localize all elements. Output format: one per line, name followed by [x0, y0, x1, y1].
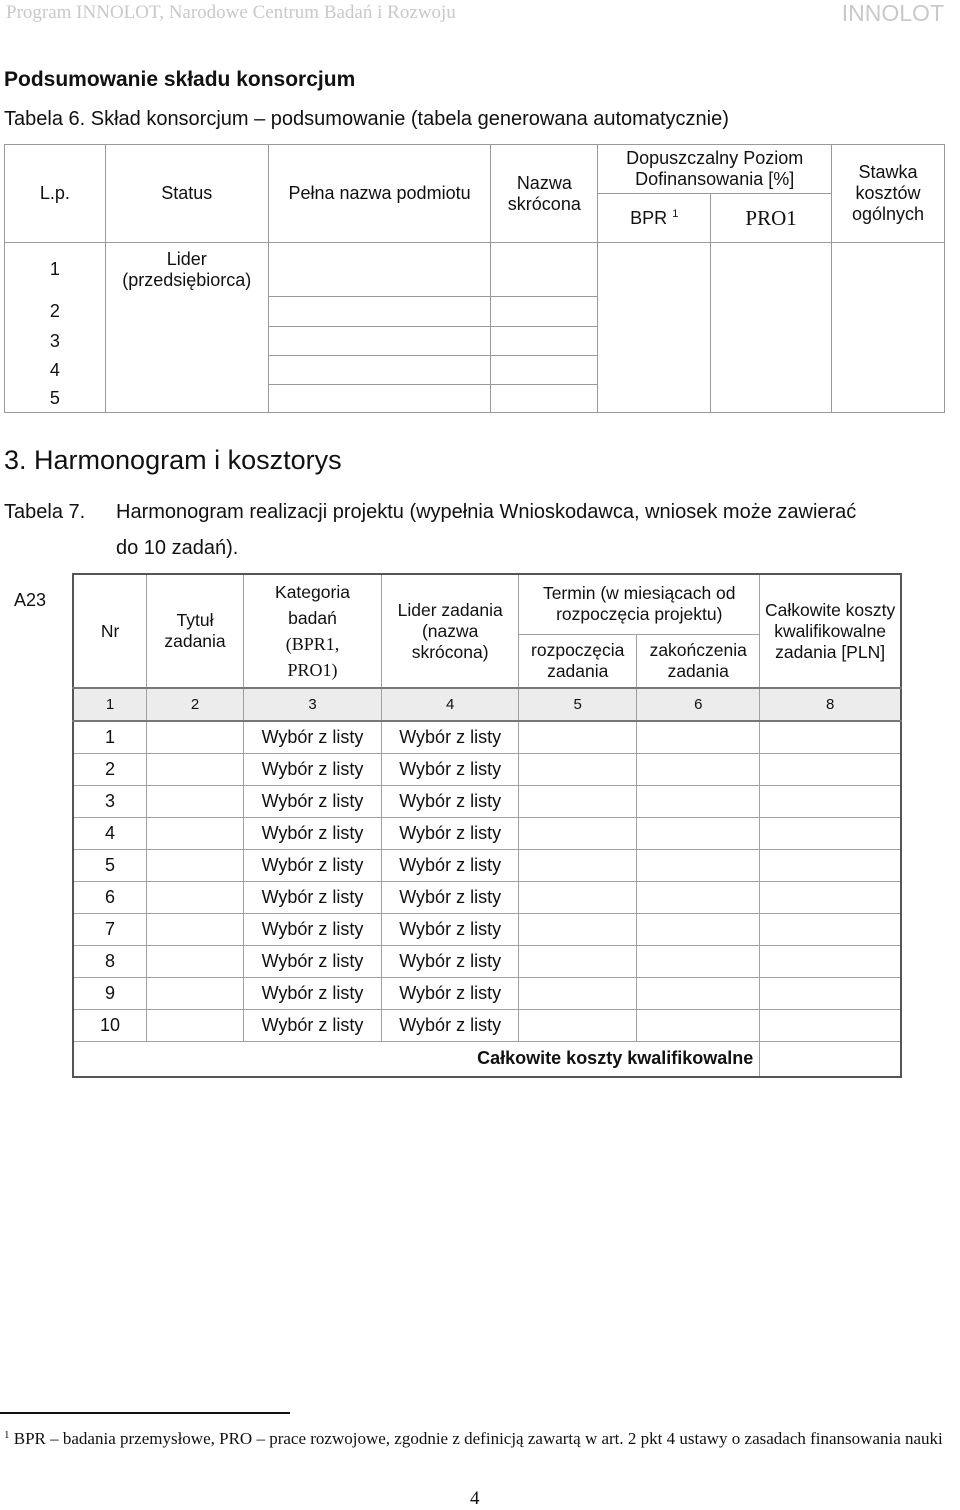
page-number: 4: [470, 1488, 480, 1509]
task-number: 3: [73, 786, 147, 818]
running-header-right: INNOLOT: [841, 0, 944, 26]
cost-cell[interactable]: [760, 946, 901, 978]
task-title-cell[interactable]: [147, 946, 244, 978]
cost-cell[interactable]: [760, 882, 901, 914]
consortium-table: [4, 144, 945, 413]
row-number: 4: [5, 356, 106, 385]
task-number: 5: [73, 850, 147, 882]
cost-cell[interactable]: [760, 1010, 901, 1042]
footnote-text: BPR – badania przemysłowe, PRO – prace rozwojowe, zgodnie z definicją zawartą w art. 2 pkt 4 ustawy o zasadach finansowania nauki: [13, 1429, 943, 1448]
cell-status: [105, 327, 268, 356]
start-cell[interactable]: [519, 1010, 637, 1042]
header-full-name: Pełna nazwa podmiotu: [268, 145, 491, 243]
schedule-table: [72, 573, 902, 1078]
column-number: 8: [760, 688, 901, 721]
leader-select[interactable]: Wybór z listy: [382, 1010, 519, 1042]
table-row: [73, 721, 901, 754]
running-header-left: Program INNOLOT, Narodowe Centrum Badań i Rozwoju: [6, 2, 456, 23]
table-row: [73, 946, 901, 978]
leader-select[interactable]: Wybór z listy: [382, 754, 519, 786]
cost-cell[interactable]: [760, 721, 901, 754]
table-row: [73, 850, 901, 882]
category-select[interactable]: Wybór z listy: [243, 978, 381, 1010]
header-total-costs: Całkowite koszty kwalifikowalne zadania [PLN]: [760, 574, 901, 688]
task-number: 6: [73, 882, 147, 914]
column-number: 1: [73, 688, 147, 721]
end-cell[interactable]: [637, 978, 760, 1010]
category-line: (BPR1,: [285, 634, 340, 654]
cell-bpr: [598, 243, 711, 413]
cell-short-name: [491, 297, 598, 327]
task-number: 4: [73, 818, 147, 850]
section-title: 3. Harmonogram i kosztorys: [4, 445, 342, 475]
task-title-cell[interactable]: [147, 754, 244, 786]
header-nr: Nr: [73, 574, 147, 688]
header-overhead-rate: Stawka kosztów ogólnych: [832, 145, 945, 243]
header-task-leader: Lider zadania (nazwa skrócona): [382, 574, 519, 688]
category-select[interactable]: Wybór z listy: [243, 882, 381, 914]
row-number: 3: [5, 327, 106, 356]
table-row: [73, 786, 901, 818]
start-cell[interactable]: [519, 882, 637, 914]
cell-full-name: [268, 327, 491, 356]
table6-caption: Tabela 6. Skład konsorcjum – podsumowanie (tabela generowana automatycznie): [4, 108, 729, 130]
column-number: 3: [243, 688, 381, 721]
table-row: [73, 754, 901, 786]
category-select[interactable]: Wybór z listy: [243, 754, 381, 786]
end-cell[interactable]: [637, 882, 760, 914]
total-costs-label: Całkowite koszty kwalifikowalne: [73, 1042, 760, 1077]
end-cell[interactable]: [637, 946, 760, 978]
column-number: 4: [382, 688, 519, 721]
category-line: badań: [288, 608, 337, 628]
cost-cell[interactable]: [760, 850, 901, 882]
task-title-cell[interactable]: [147, 786, 244, 818]
total-costs-value[interactable]: [760, 1042, 901, 1077]
category-select[interactable]: Wybór z listy: [243, 721, 381, 754]
start-cell[interactable]: [519, 754, 637, 786]
header-research-category: [243, 574, 381, 688]
start-cell[interactable]: [519, 978, 637, 1010]
cell-overhead-rate: [832, 243, 945, 413]
header-lp: L.p.: [5, 145, 106, 243]
row-number: 2: [5, 297, 106, 327]
table-row: [73, 1010, 901, 1042]
leader-select[interactable]: Wybór z listy: [382, 914, 519, 946]
header-pro: PRO1: [711, 194, 832, 243]
cost-cell[interactable]: [760, 914, 901, 946]
category-select[interactable]: Wybór z listy: [243, 786, 381, 818]
task-title-cell[interactable]: [147, 882, 244, 914]
header-short-name: Nazwa skrócona: [491, 145, 598, 243]
cell-pro: [711, 243, 832, 413]
task-number: 9: [73, 978, 147, 1010]
footnote: [4, 1424, 960, 1450]
bpr-label: BPR: [630, 207, 668, 228]
category-select[interactable]: Wybór z listy: [243, 1010, 381, 1042]
header-end: zakończenia zadania: [637, 634, 760, 688]
leader-select[interactable]: Wybór z listy: [382, 786, 519, 818]
start-cell[interactable]: [519, 786, 637, 818]
task-title-cell[interactable]: [147, 818, 244, 850]
start-cell[interactable]: [519, 850, 637, 882]
end-cell[interactable]: [637, 914, 760, 946]
leader-select[interactable]: Wybór z listy: [382, 946, 519, 978]
section-heading: Podsumowanie składu konsorcjum: [4, 68, 356, 91]
task-title-cell[interactable]: [147, 850, 244, 882]
end-cell[interactable]: [637, 786, 760, 818]
header-term: Termin (w miesiącach od rozpoczęcia projektu): [519, 574, 760, 634]
category-line: PRO1): [287, 660, 338, 680]
cell-full-name: [268, 243, 491, 297]
category-select[interactable]: Wybór z listy: [243, 850, 381, 882]
table7-caption-text-cont: do 10 zadań).: [116, 537, 239, 559]
end-cell[interactable]: [637, 721, 760, 754]
category-select[interactable]: Wybór z listy: [243, 818, 381, 850]
leader-select[interactable]: Wybór z listy: [382, 721, 519, 754]
cell-short-name: [491, 356, 598, 385]
leader-select[interactable]: Wybór z listy: [382, 978, 519, 1010]
cell-full-name: [268, 385, 491, 413]
cell-short-name: [491, 327, 598, 356]
leader-select[interactable]: Wybór z listy: [382, 850, 519, 882]
leader-select[interactable]: Wybór z listy: [382, 882, 519, 914]
row-number: 1: [5, 243, 106, 297]
start-cell[interactable]: [519, 914, 637, 946]
bpr-footnote-mark: 1: [672, 207, 679, 220]
cell-status: [105, 385, 268, 413]
table-row: [73, 914, 901, 946]
end-cell[interactable]: [637, 850, 760, 882]
table7-caption-label: Tabela 7.: [4, 501, 86, 523]
column-number: 6: [637, 688, 760, 721]
table7-caption-text: Harmonogram realizacji projektu (wypełnia Wnioskodawca, wniosek może zawierać: [116, 501, 857, 523]
header-task-title: Tytuł zadania: [147, 574, 244, 688]
table-row: [73, 978, 901, 1010]
start-cell[interactable]: [519, 946, 637, 978]
table-row: [73, 818, 901, 850]
cell-status: [105, 297, 268, 327]
cell-short-name: [491, 385, 598, 413]
task-title-cell[interactable]: [147, 914, 244, 946]
start-cell[interactable]: [519, 721, 637, 754]
header-status: Status: [105, 145, 268, 243]
cell-full-name: [268, 356, 491, 385]
task-number: 1: [73, 721, 147, 754]
row-number: 5: [5, 385, 106, 413]
header-start: rozpoczęcia zadania: [519, 634, 637, 688]
task-title-cell[interactable]: [147, 978, 244, 1010]
task-number: 8: [73, 946, 147, 978]
task-number: 7: [73, 914, 147, 946]
cell-status: [105, 356, 268, 385]
cost-cell[interactable]: [760, 786, 901, 818]
leader-status: Lider (przedsiębiorca): [105, 243, 268, 297]
category-select[interactable]: Wybór z listy: [243, 946, 381, 978]
header-funding-level: Dopuszczalny Poziom Dofinansowania [%]: [598, 145, 832, 194]
footnote-separator: [0, 1412, 290, 1414]
field-code-label: A23: [14, 590, 47, 610]
end-cell[interactable]: [637, 818, 760, 850]
cost-cell[interactable]: [760, 978, 901, 1010]
category-select[interactable]: Wybór z listy: [243, 914, 381, 946]
cost-cell[interactable]: [760, 754, 901, 786]
table-row: [73, 882, 901, 914]
end-cell[interactable]: [637, 754, 760, 786]
category-line: Kategoria: [275, 582, 350, 602]
task-number: 10: [73, 1010, 147, 1042]
column-number: 2: [147, 688, 244, 721]
task-title-cell[interactable]: [147, 1010, 244, 1042]
header-bpr: [598, 194, 711, 243]
end-cell[interactable]: [637, 1010, 760, 1042]
cell-full-name: [268, 297, 491, 327]
start-cell[interactable]: [519, 818, 637, 850]
cell-short-name: [491, 243, 598, 297]
column-number: 5: [519, 688, 637, 721]
leader-select[interactable]: Wybór z listy: [382, 818, 519, 850]
cost-cell[interactable]: [760, 818, 901, 850]
task-number: 2: [73, 754, 147, 786]
footnote-mark: 1: [4, 1429, 10, 1441]
task-title-cell[interactable]: [147, 721, 244, 754]
